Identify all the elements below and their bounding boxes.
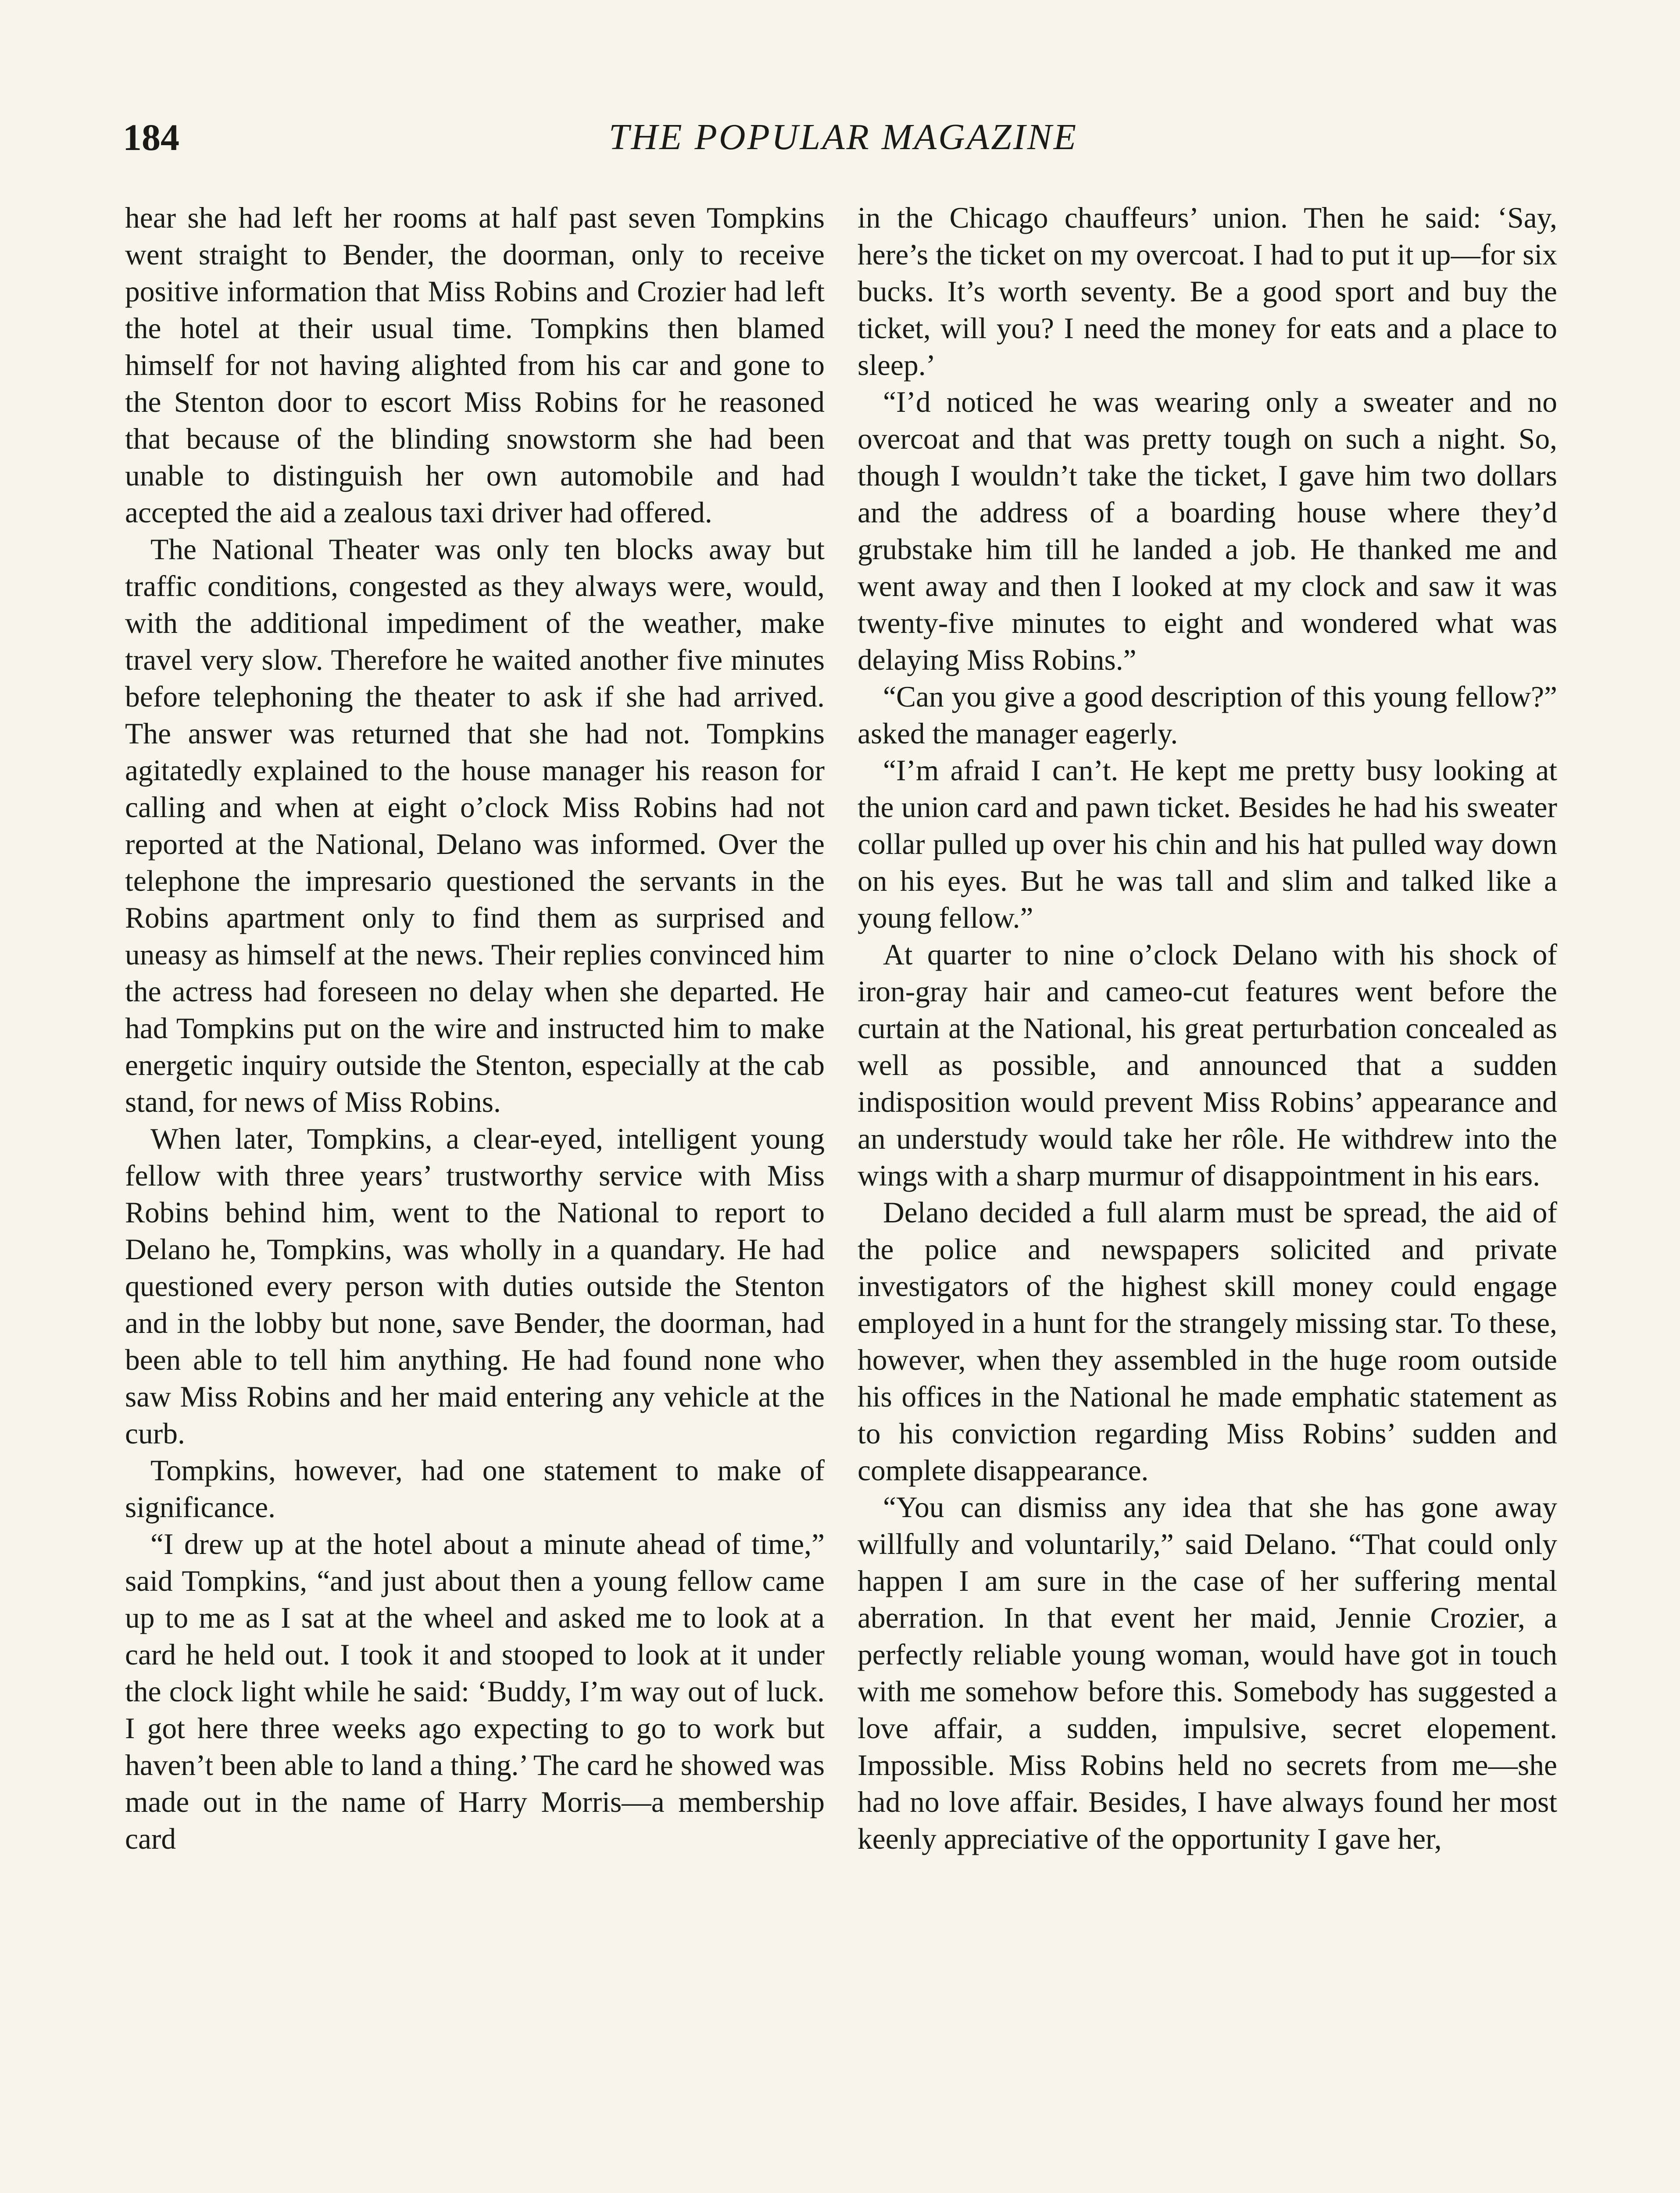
paragraph: “I’m afraid I can’t. He kept me pretty busy looking at the union card and pawn ticket. Besides he had his sweater collar pulled up over his chin and his hat pulled way down on his eyes. But he was tall and slim and talked like a young fellow.”: [858, 754, 1557, 934]
page-number: 184: [123, 116, 179, 158]
paragraph: in the Chicago chauffeurs’ union. Then he said: ‘Say, here’s the ticket on my overcoat. I had to put it up—for six bucks. It’s worth seventy. Be a good sport and buy the ticket, will you? I need the money for eats and a place to sleep.’: [858, 201, 1557, 382]
paragraph: “I’d noticed he was wearing only a sweater and no overcoat and that was pretty tough on such a night. So, though I wouldn’t take the ticket, I gave him two dollars and the address of a boarding house where they’d grubstake him till he landed a job. He thanked me and went away and then I looked at my clock and saw it was twenty-five minutes to eight and wondered what was delaying Miss Robins.”: [858, 386, 1557, 676]
left-column: [125, 200, 825, 2193]
page-header: [123, 113, 1564, 161]
right-column: [858, 200, 1557, 2193]
running-title: THE POPULAR MAGAZINE: [608, 117, 1078, 157]
paragraph: “You can dismiss any idea that she has gone away willfully and voluntarily,” said Delano. “That could only happen I am sure in the case of her suffering mental aberration. In that event her maid, Jennie Crozier, a perfectly reliable young woman, would have got in touch with me somehow before this. Somebody has suggested a love affair, a sudden, impulsive, secret elopement. Impossible. Miss Robins held no secrets from me—she had no love affair. Besides, I have always found her most keenly appreciative of the opportunity I gave her,: [858, 1491, 1557, 1855]
paragraph: “Can you give a good description of this young fellow?” asked the manager eagerly.: [858, 680, 1557, 750]
paragraph: Tompkins, however, had one statement to make of significance.: [125, 1454, 825, 1524]
paragraph: When later, Tompkins, a clear-eyed, intelligent young fellow with three years’ trustworthy service with Miss Robins behind him, went to the National to report to Delano he, Tompkins, was wholly in a quandary. He had questioned every person with duties outside the Stenton and in the lobby but none, save Bender, the doorman, had been able to tell him anything. He had found none who saw Miss Robins and her maid entering any vehicle at the curb.: [125, 1122, 825, 1450]
paragraph: At quarter to nine o’clock Delano with his shock of iron-gray hair and cameo-cut features went before the curtain at the National, his great perturbation concealed as well as possible, and announced that a sudden indisposition would prevent Miss Robins’ appearance and an understudy would take her rôle. He withdrew into the wings with a sharp murmur of disappointment in his ears.: [858, 938, 1557, 1192]
paragraph: “I drew up at the hotel about a minute ahead of time,” said Tompkins, “and just about then a young fellow came up to me as I sat at the wheel and asked me to look at a card he held out. I took it and stooped to look at it under the clock light while he said: ‘Buddy, I’m way out of luck. I got here three weeks ago expecting to go to work but haven’t been able to land a thing.’ The card he showed was made out in the name of Harry Morris—a membership card: [125, 1528, 825, 1855]
paragraph: hear she had left her rooms at half past seven Tompkins went straight to Bender, the doorman, only to receive positive information that Miss Robins and Crozier had left the hotel at their usual time. Tompkins then blamed himself for not having alighted from his car and gone to the Stenton door to escort Miss Robins for he reasoned that because of the blinding snowstorm she had been unable to distinguish her own automobile and had accepted the aid a zealous taxi driver had offered.: [125, 201, 825, 529]
paragraph: Delano decided a full alarm must be spread, the aid of the police and newspapers solicited and private investigators of the highest skill money could engage employed in a hunt for the strangely missing star. To these, however, when they assembled in the huge room outside his offices in the National he made emphatic statement as to his conviction regarding Miss Robins’ sudden and complete disappearance.: [858, 1196, 1557, 1487]
paragraph: The National Theater was only ten blocks away but traffic conditions, congested as they always were, would, with the additional impediment of the weather, make travel very slow. Therefore he waited another five minutes before telephoning the theater to ask if she had arrived. The answer was returned that she had not. Tompkins agitatedly explained to the house manager his reason for calling and when at eight o’clock Miss Robins had not reported at the National, Delano was informed. Over the telephone the impresario questioned the servants in the Robins apartment only to find them as surprised and uneasy as himself at the news. Their replies convinced him the actress had foreseen no delay when she departed. He had Tompkins put on the wire and instructed him to make energetic inquiry outside the Stenton, especially at the cab stand, for news of Miss Robins.: [125, 533, 825, 1118]
